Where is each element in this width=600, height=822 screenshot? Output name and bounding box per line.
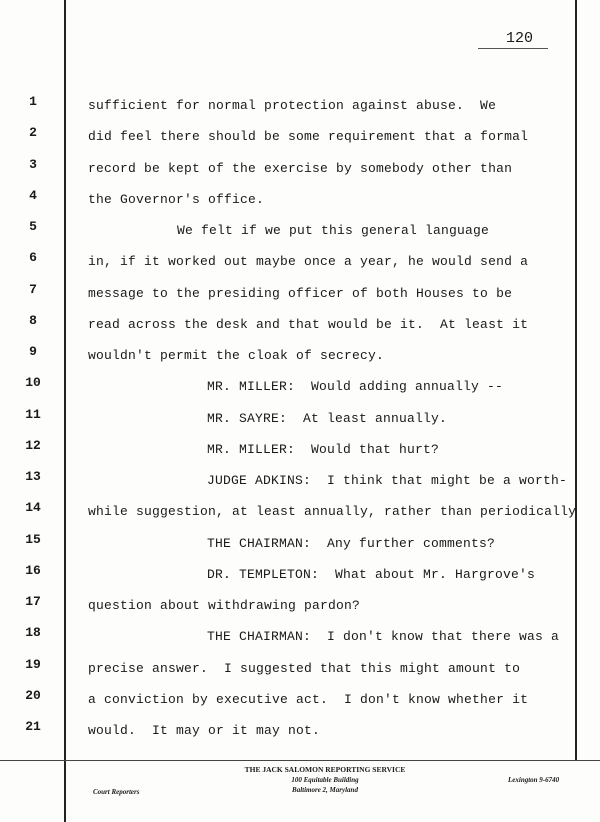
transcript-line: precise answer. I suggested that this might amount to: [88, 660, 521, 676]
line-number: 4: [29, 187, 37, 203]
page-number-underline: [478, 48, 548, 49]
line-number: 2: [29, 125, 37, 141]
line-number: 21: [25, 719, 41, 734]
line-number: 11: [25, 406, 41, 422]
line-number: 20: [25, 687, 41, 703]
transcript-line: We felt if we put this general language: [177, 223, 490, 238]
line-number: 12: [25, 437, 41, 453]
footer-address-1: 100 Equitable Building: [291, 776, 359, 784]
transcript-line: MR. SAYRE: At least annually.: [207, 410, 448, 426]
transcript-line: in, if it worked out maybe once a year, he would send a: [88, 254, 529, 270]
line-number: 19: [25, 656, 41, 672]
footer-address-2: Baltimore 2, Maryland: [292, 786, 358, 794]
footer-service-name: THE JACK SALOMON REPORTING SERVICE: [244, 765, 406, 774]
line-number: 15: [25, 531, 41, 547]
footer-rule: [0, 760, 600, 761]
line-number: 1: [29, 94, 37, 109]
line-number: 9: [29, 344, 37, 359]
transcript-line: MR. MILLER: Would that hurt?: [207, 441, 440, 457]
transcript-line: JUDGE ADKINS: I think that might be a worth-: [207, 473, 568, 488]
transcript-line: did feel there should be some requirement that a formal: [88, 129, 529, 145]
transcript-line: sufficient for normal protection against abuse. We: [88, 98, 497, 113]
transcript-line: would. It may or it may not.: [88, 723, 321, 738]
line-number: 5: [29, 219, 37, 234]
line-number: 14: [25, 500, 41, 516]
transcript-line: message to the presiding officer of both Houses to be: [88, 285, 513, 301]
line-number: 13: [25, 469, 41, 484]
footer-court-reporters: Court Reporters: [93, 788, 140, 796]
transcript-line: THE CHAIRMAN: Any further comments?: [207, 535, 496, 551]
line-number: 7: [29, 281, 37, 297]
transcript-line: DR. TEMPLETON: What about Mr. Hargrove's: [207, 566, 536, 582]
line-number: 10: [25, 375, 41, 391]
line-number: 16: [25, 562, 41, 578]
transcript-line: THE CHAIRMAN: I don't know that there was a: [207, 629, 560, 645]
transcript-line: record be kept of the exercise by somebody other than: [88, 160, 513, 176]
line-number: 8: [29, 312, 37, 328]
transcript-line: MR. MILLER: Would adding annually --: [207, 379, 504, 395]
left-margin-rule: [64, 0, 66, 822]
right-margin-rule: [575, 0, 577, 760]
transcript-line: wouldn't permit the cloak of secrecy.: [88, 348, 385, 363]
transcript-line: the Governor's office.: [88, 191, 265, 207]
page-number: 120: [506, 30, 534, 47]
transcript-line: question about withdrawing pardon?: [88, 598, 361, 613]
transcript-line: a conviction by executive act. I don't know whether it: [88, 691, 529, 707]
line-number: 6: [29, 250, 37, 266]
transcript-line: read across the desk and that would be it. At least it: [88, 316, 529, 332]
line-number: 3: [29, 156, 37, 172]
footer-phone: Lexington 9-6740: [508, 776, 560, 784]
line-number: 18: [25, 625, 41, 641]
transcript-line: while suggestion, at least annually, rather than periodically: [88, 504, 577, 520]
line-number: 17: [25, 594, 41, 609]
